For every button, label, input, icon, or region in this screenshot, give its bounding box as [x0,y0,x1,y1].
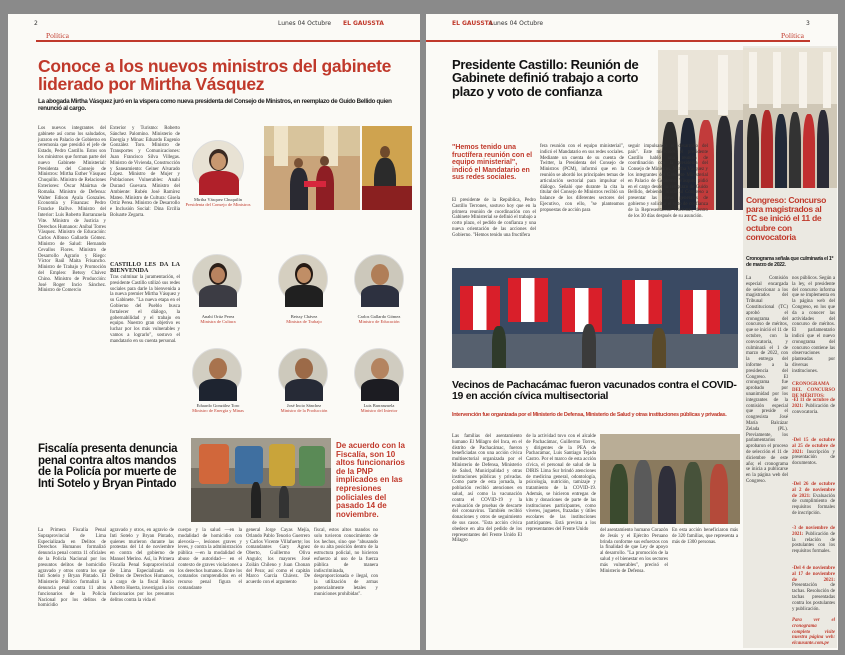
caption-barranzuela: Luis Barranzuela Ministro del Interior [360,403,398,413]
schedule-item: -Del 4 de noviembre al 17 de noviembre de 2021: Presentación de tachas. Resolución de tachas presentadas contra los postulantes y publicación. [792,566,835,612]
photo-congreso [743,48,837,188]
pullquote-fiscalia: De acuerdo con la Fiscalía, son 10 altos funcionarios de la PNP implicados en las represiones policiales del pasado 14 de noviembre. [336,441,405,519]
headline-fiscalia: Fiscalía presenta denuncia penal contra altos mandos de la Policía por muerte de Inti Sotelo y Bryan Pintado [38,443,178,491]
deck-ministros: La abogada Mirtha Vásquez juró en la víspera como nueva presidenta del Consejo de Ministros, en reemplazo de Guido Bellido quien renunció al cargo. [38,98,392,112]
photo-mural [191,438,331,522]
sidebar-congreso [743,46,837,648]
caption-incio: José Incio Sánchez Ministro de la Producción [280,403,328,413]
fiscalia-col-3: cuerpo y la salud —en la modalidad de homicidio con alevosía—, lesiones graves y leves, y contra la administración pública —en la modalidad de abuso de autoridad— en el contexto de graves violaciones a los derechos humanos. Entre los comandos comprendidos en el recurso penal figura el comandante [178,528,242,591]
headline-ministros: Conoce a los nuevos ministros del gabinete liderado por Mirtha Vásquez [38,56,392,94]
running-head-date: Lunes 04 Octubre [490,20,544,27]
fiscalia-col-2: agravado y otros, en agravio de Inti Sotelo y Bryan Pintado, quienes murieron durante las protestas del 14 de noviembre en contra del gobierno de Manuel Merino. Así, la Primera Fiscalía Penal Supraprovincial de Lima Especializada en Delitos de Derechos Humanos, a cargo de la fiscal Rocío Alberto Huerta, investigará a los funcionarios por los presuntos delitos contra la vida el [110,528,174,603]
portrait-chavez [278,254,328,304]
pullquote-castillo: "Hemos tenido una fructífera reunión con el equipo ministerial", indicó el Mandatario en sus redes sociales. [452,144,533,181]
deck-congreso: Cronograma señala que culminaría el 1º de marzo de 2022. [746,256,834,268]
photo-pachacamac-flags [452,268,738,368]
caption-vasquez: Mirtha Vásquez Chuquilín Presidenta del Consejo de Ministros [185,197,251,207]
left-page [8,14,420,650]
running-head-date: Lunes 04 Octubre [278,20,332,27]
schedule-item: -El 11 de octubre de 2021: Publicación de convocatoria. [792,398,835,415]
castillo-col-3: seguir impulsando el desarrollo del país". Este miércoles el presidente Castillo habló una reunión de coordinación con la presidenta del Consejo de Ministros, Mirtha Vásquez y los integrantes del Gabinete Ministerial en Palacio de Gobierno. Vásquez pidió en el cargo desde su remplazo de Guido Bellido, debiendo acudir al Congreso a presentar las líneas generales de gobierno y solicitar el voto de confianza de la Representación Nacional, dentro de los 30 días después de su asunción. [628,144,708,219]
portrait-gonzalez [192,348,242,398]
photo-juramentacion [264,126,360,210]
pachacamac-col-3: del asentamiento humano Corazón de Jesús y el Ejército Peruano brinda conforme sus esfuerzos con la finalidad de que Ley de apoyo al desarrollo. "La promoción de la salud y el bienestar en los sectores más vulnerables", precisó el Ministerio de Defensa. [600,528,668,574]
castillo-col-2: fera reunión con el equipo ministerial", indicó el Mandatario en sus redes sociales. Mediante un cuenta de su cuenta de Twitter, la Presidenta del Consejo de Ministros (PCM), informó que en la reunión se abordó los principales temas de articulación sectorial para impulsar el diálogo. Señaló que durante la cita la titular del Consejo de Ministros recibió un balance de los diferentes sectores del Ejecutivo, con ello, "se planteamos propuestas de acción para [540,144,624,213]
schedule-list [792,398,835,614]
caption-gonzalez: Eduardo González Toro Ministro de Energía y Minas [192,403,244,413]
headline-castillo: Presidente Castillo: Reunión de Gabinete definió trabajo a corto plazo y voto de confianza [452,57,639,99]
caption-chavez: Betssy Chávez Ministra de Trabajo [286,314,322,324]
page-number: 2 [34,20,38,27]
schedule-item: -Del 15 de octubre al 25 de octubre de 2021: Inscripción y presentación de documentos. [792,438,835,467]
fiscalia-col-5: fiscal, estos altos mandos no solo tuvieron conocimiento de los hechos, sino que "abusando de su alta posición dentro de la estructura policial, no hicieron esfuerzo al uso de la fuerza pública de manera indiscriminada, desproporcionada e ilegal, con la utilización de armas potencialmente letales y municiones prohibidas". [314,528,378,597]
pachacamac-col-2: de la actividad tuvo con el alcalde de Pachacámac, Guillermo Torres, y dirigentes de la PEA de Pachacámac, Luis Santiago Tejada Castro. Por el marco de esta acción cívica, el personal de salud de la DIRIS Lima Sur brindó atenciones de medicina general, odontología, psicología, nutrición, tamizaje y tratamiento de la COVID-19. Además, se hicieron entregas de kits y donaciones de parte de las instituciones participantes, como víveres, juguetes, frazadas y útiles escolares de las instituciones participantes. Está prevista a los representantes del Frente Unido [526,434,596,532]
portrait-barranzuela [354,348,404,398]
caption-gallardo: Carlos Gallardo Gómez Ministro de Educación [357,314,401,324]
portrait-gallardo [354,254,404,304]
photo-pachacamac-crowd [600,434,740,524]
headline-congreso: Congreso: Concurso para magistrados al TC se inició el 11 de octubre con convocatoria [746,195,827,242]
pachacamac-col-4: En esta acción beneficiaron más de 320 familias, que representa a más de 1300 personas. [672,528,738,545]
page-number: 3 [806,20,810,27]
portrait-incio [278,348,328,398]
right-page [426,14,838,650]
article-col-1: Los nuevos integrantes del gabinete así como los saludados, juraron en Palacio de Gobierno en ceremonia que presidió el jefe de Estado, Pedro Castillo. Estos son los ministros que forman parte del nuevo Gabinete Ministerial: Presidenta del Consejo de Ministros: Mirtha Esther Vásquez Chuquilín. Ministro de Relaciones Exteriores: Óscar Maúrtua de Romaña. Ministro de Defensa: Walter Edison Ayala Gonzales. Economía y Finanzas: Pedro Francke Ballve. Ministro del Interior: Luis Roberto Barranzuela Vite. Ministro de Justicia y Derechos Humanos: Aníbal Torres Vásquez. Ministro de Educación: Carlos Alfonso Gallardo Gómez. Ministro de Salud: Hernando Cevallos Flores. Ministro de Desarrollo Agrario y Riego: Víctor Raúl Maita Frisancho. Ministro de Trabajo y Promoción del Empleo: Betssy Chávez Chino. Ministro de Producción: José Roger Incio Sánchez. Ministro de Comercio [38,126,106,294]
section-rule [426,40,810,42]
deck-pachacamac: Intervención fue organizada por el Ministerio de Defensa, Ministerio de Salud y otras instituciones públicas y privadas. [452,412,727,418]
portrait-ortiz [192,254,242,304]
fiscalia-col-4: general Jorge Cayas Mejía, Orlando Pablo Tenorio Guerrero y Carlos Vicente Villafuerte; los comandantes Gary Ágnez Oberto, Guillermo Oliva Angulo; los mayores José Zoilán Chileno y Juan Chonan del Pezo; así como el capitán Marco García Chávez. De acuerdo con el argumento [246,528,310,586]
section-label: Política [46,31,69,40]
masthead: EL GAUSSTA [452,20,493,27]
article-col-2b: Tras culminar la juramentación, el presidente Castillo utilizó sus redes sociales para darle la bienvenida a la nueva premier Mirtha Vásquez y su Gabinete. "La nueva etapa en el Gobierno del Pueblo busca fortalecer el diálogo, la gobernabilidad y el trabajo en equipo. Nuestro gran objetivo es luchar por los más vulnerables y vamos a lograrlo", sostuvo el mandatario en su cuenta personal. [110,275,180,344]
congreso-col-1: La Comisión especial encargada de seleccionar a los magistrados del Tribunal Constitucional (TC) aprobó el cronograma del concurso de méritos, que se inició el 11 de octubre, con la convocatoria, y culminará el 1 de marzo de 2022, con la entrega del informe a la presidencia del Congreso. El cronograma fue aprobado por unanimidad por los integrantes de la comisión especial que preside el congresista José María Balcázar Zelada (PL). Previamente, los parlamentarios aprobaron el proceso de selección el 11 de diciembre de este año; el cronograma se inicia a publicarse en la página web del Congreso. [746,276,788,484]
section-label: Política [781,31,804,40]
article-col-2: Exterior y Turismo: Roberto Sánchez Palomino. Ministerio de Energía y Minas: Eduardo Eugenio González Toro. Ministro de Transportes y Comunicaciones: Juan Francisco Silva Villegas. Ministro de Vivienda, Construcción y Saneamiento: Geiner Alvarado López. Ministro de Mujer y Poblaciones Vulnerables: Anahí Durand Guevara. Ministro del Ambiente: Rubén José Ramírez Mateo. Ministro de Cultura: Gisela Ortiz Perea. Ministro de Desarrollo e Inclusión Social: Dina Ercilia Boluarte Zegarra. [110,126,180,218]
masthead: EL GAUSSTA [343,20,384,27]
schedule-title: CRONOGRAMA DEL CONCURSO DE MÉRITOS: [792,382,835,399]
sidebar-note: Para ver el cronograma completo visite nuestra página web: elcausante.com.pe [792,618,835,647]
castillo-col-1b: El presidente de la República, Pedro Castillo Terrones, sostuvo hoy que en la primera reunión de coordinación con el Gabinete Ministerial se definió el trabajo a corto plazo, el pedido de confianza y una nueva orientación de las acciones del Gobierno. "Hemos tenido una fructífera [452,198,536,238]
fiscalia-col-1: La Primera Fiscalía Penal Supraprovincial de Lima Especializada en Delitos de Derechos Humanos formalizó denuncia penal contra 11 oficiales de la Policía Nacional por los presuntos delitos de homicidio agravado y otros contra los que Inti Sotelo y Bryan Pintado. El Ministerio Público formalizó la denuncia penal contra 11 altos funcionarios de la Policía Nacional por los delitos de homicidio [38,528,106,609]
schedule-item: -Del 26 de octubre al 2 de noviembre de 2021: Evaluación de cumplimiento de requisitos formales de inscripción. [792,482,835,516]
headline-pachacamac: Vecinos de Pachacámac fueron vacunados contra el COVID-19 en acción cívica multisectorial [452,379,737,402]
photo-juramentacion-2 [362,126,412,210]
portrait-vasquez [192,140,244,192]
schedule-item: -3 de noviembre de 2021: Publicación de la relación de postulantes con los requisitos formales. [792,526,835,555]
pachacamac-col-1: Las familias del asentamiento humano El Milagro del Inca, en el distrito de Pachacámac, fueron beneficiadas con una acción cívica multisectorial organizada por el Ministerio de Defensa, Ministerio de Salud, Municipalidad y otras instituciones públicas y privadas. Como parte de esta jornada, la población recibió atenciones en salud, así como la vacunación contra el COVID-19 y la evaluación de pruebas de descarte del coronavirus. También recibió donaciones y otros de seguimiento de sus casos. "Esta acción cívica obedece en alta del pedido de los representantes del Frente Unido El Milagro [452,434,522,544]
article-subhead: CASTILLO LES DA LA BIENVENIDA [110,262,180,274]
congreso-col-2: nos públicos. Según a la ley, el presidente del concurso informa que se implementa en la página web del Congreso, en los que da a conocer las actividades del concurso de méritos. El parlamentario indicó que el nuevo cronograma del concurso contiene las observaciones planteadas por diversas instituciones. [792,276,835,374]
caption-ortiz: Anahí Ortiz Perea Ministra de Cultura [200,314,236,324]
section-rule [36,40,420,42]
